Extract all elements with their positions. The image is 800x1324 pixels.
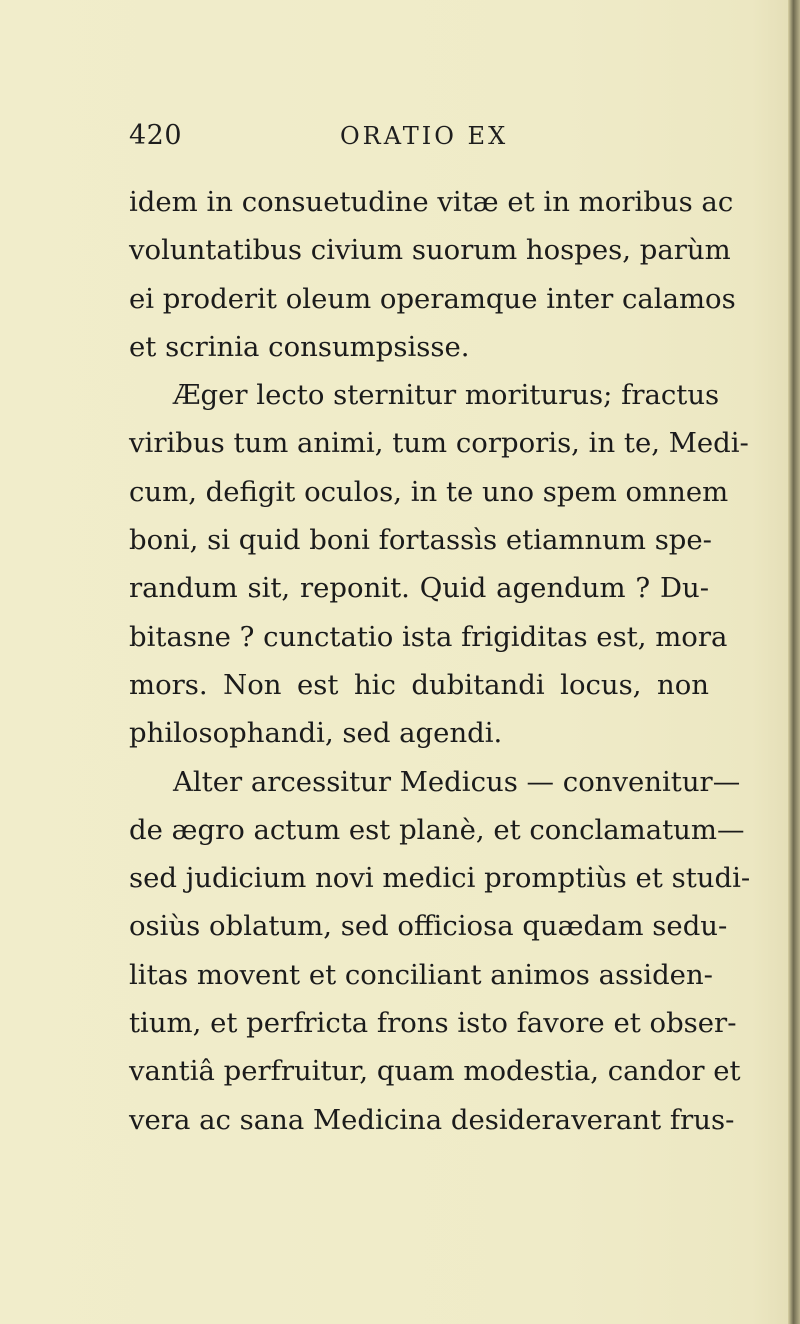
- text-line: et scrinia consumpsisse.: [129, 330, 470, 363]
- text-line: voluntatibus civium suorum hospes, parùm: [129, 234, 731, 267]
- page-number: 420: [129, 120, 183, 151]
- text-line: vera ac sana Medicina desideraverant frus-: [129, 1103, 735, 1136]
- text-line: randum sit, reponit. Quid agendum ? Du-: [129, 572, 709, 605]
- text-line: boni, si quid boni fortassìs etiamnum spe-: [129, 524, 712, 557]
- body-text: [129, 178, 751, 1144]
- text-line: litas movent et conciliant animos assiden-: [129, 958, 713, 991]
- page-edge: [788, 0, 800, 1324]
- text-line: sed judicium novi medici promptiùs et studi-: [129, 862, 751, 895]
- text-line: tium, et perfricta frons isto favore et obser-: [129, 1007, 737, 1040]
- text-line: osiùs oblatum, sed officiosa quædam sedu-: [129, 910, 728, 943]
- text-line: bitasne ? cunctatio ista frigiditas est, mora: [129, 620, 728, 653]
- text-line: mors. Non est hic dubitandi locus, non: [129, 668, 709, 701]
- text-line: de ægro actum est planè, et conclamatum—: [129, 813, 745, 846]
- page-header: [0, 120, 800, 160]
- running-head: ORATIO EX: [340, 122, 509, 150]
- text-line: Alter arcessitur Medicus — convenitur—: [173, 765, 741, 798]
- text-line: Æger lecto sternitur moriturus; fractus: [173, 379, 720, 412]
- text-line: ei proderit oleum operamque inter calamos: [129, 282, 736, 315]
- text-line: vantiâ perfruitur, quam modestia, candor et: [129, 1055, 741, 1088]
- text-line: viribus tum animi, tum corporis, in te, Medi-: [129, 427, 749, 460]
- text-line: cum, defigit oculos, in te uno spem omnem: [129, 475, 729, 508]
- text-line: philosophandi, sed agendi.: [129, 717, 503, 750]
- text-line: idem in consuetudine vitæ et in moribus ac: [129, 186, 734, 218]
